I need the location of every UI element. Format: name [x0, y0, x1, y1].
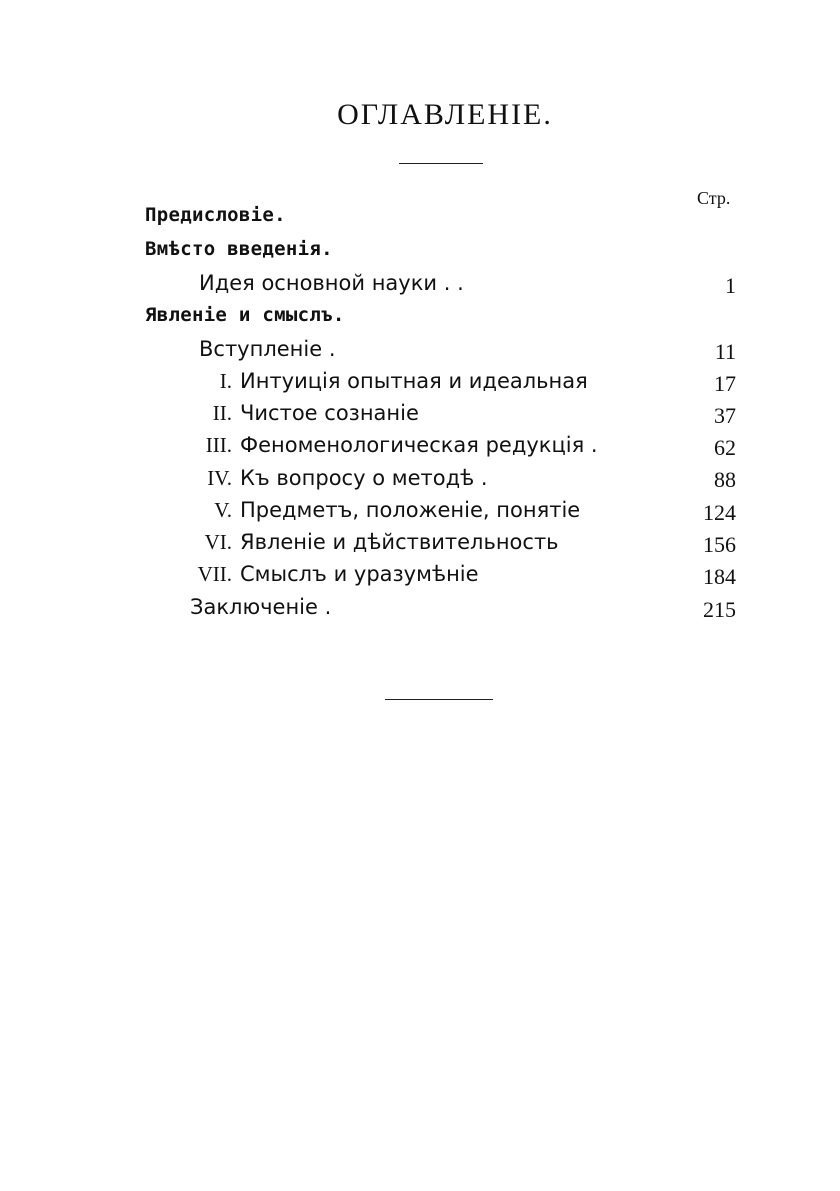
chapter-numeral: V.: [214, 498, 232, 522]
toc-entry-conclusion[interactable]: Заключеніе .: [190, 595, 332, 619]
toc-page-idea: 1: [725, 273, 736, 298]
toc-entry-idea[interactable]: Идея основной науки . .: [199, 271, 464, 295]
chapter-title: Интуиція опытная и идеальная: [240, 369, 588, 393]
title-divider: [399, 163, 483, 164]
toc-page-opening: 11: [714, 339, 736, 364]
toc-entry-ch7[interactable]: [170, 562, 479, 587]
toc-entry-ch6[interactable]: [170, 530, 559, 555]
toc-page-ch2: 37: [714, 403, 736, 428]
toc-entry-ch2[interactable]: [170, 401, 419, 426]
chapter-title: Предметъ, положеніе, понятіе: [240, 498, 581, 522]
toc-page-ch7: 184: [703, 564, 736, 589]
toc-page-ch6: 156: [703, 532, 736, 557]
toc-page-ch5: 124: [703, 500, 736, 525]
chapter-numeral: VII.: [197, 562, 232, 586]
chapter-title: Смыслъ и уразумѣніе: [240, 562, 479, 586]
chapter-numeral: III.: [205, 433, 232, 457]
toc-part-instead-intro[interactable]: Вмѣсто введенія.: [145, 238, 333, 260]
chapter-numeral: I.: [219, 369, 232, 393]
chapter-title: Чистое сознаніе: [240, 401, 419, 425]
toc-page-ch4: 88: [714, 467, 736, 492]
page-column-header: Стр.: [697, 188, 731, 208]
toc-part-phenomenon[interactable]: Явленіе и смыслъ.: [145, 304, 345, 326]
toc-part-preface[interactable]: Предисловіе.: [145, 204, 286, 226]
toc-entry-ch5[interactable]: [170, 498, 580, 523]
chapter-numeral: II.: [212, 401, 232, 425]
chapter-title: Феноменологическая редукція .: [240, 433, 598, 457]
toc-page-conclusion: 215: [703, 597, 736, 622]
page-title: ОГЛАВЛЕНІЕ.: [337, 98, 553, 131]
chapter-title: Къ вопросу о методѣ .: [240, 466, 488, 490]
chapter-title: Явленіе и дѣйствительность: [240, 530, 559, 554]
toc-entry-ch3[interactable]: [170, 433, 598, 458]
toc-entry-ch4[interactable]: [170, 466, 488, 491]
toc-page-ch3: 62: [714, 435, 736, 460]
toc-page-ch1: 17: [714, 371, 736, 396]
end-divider: [385, 699, 493, 700]
chapter-numeral: VI.: [204, 530, 232, 554]
toc-entry-opening[interactable]: Вступленіе .: [199, 337, 336, 361]
toc-entry-ch1[interactable]: [170, 369, 588, 394]
chapter-numeral: IV.: [207, 466, 232, 490]
